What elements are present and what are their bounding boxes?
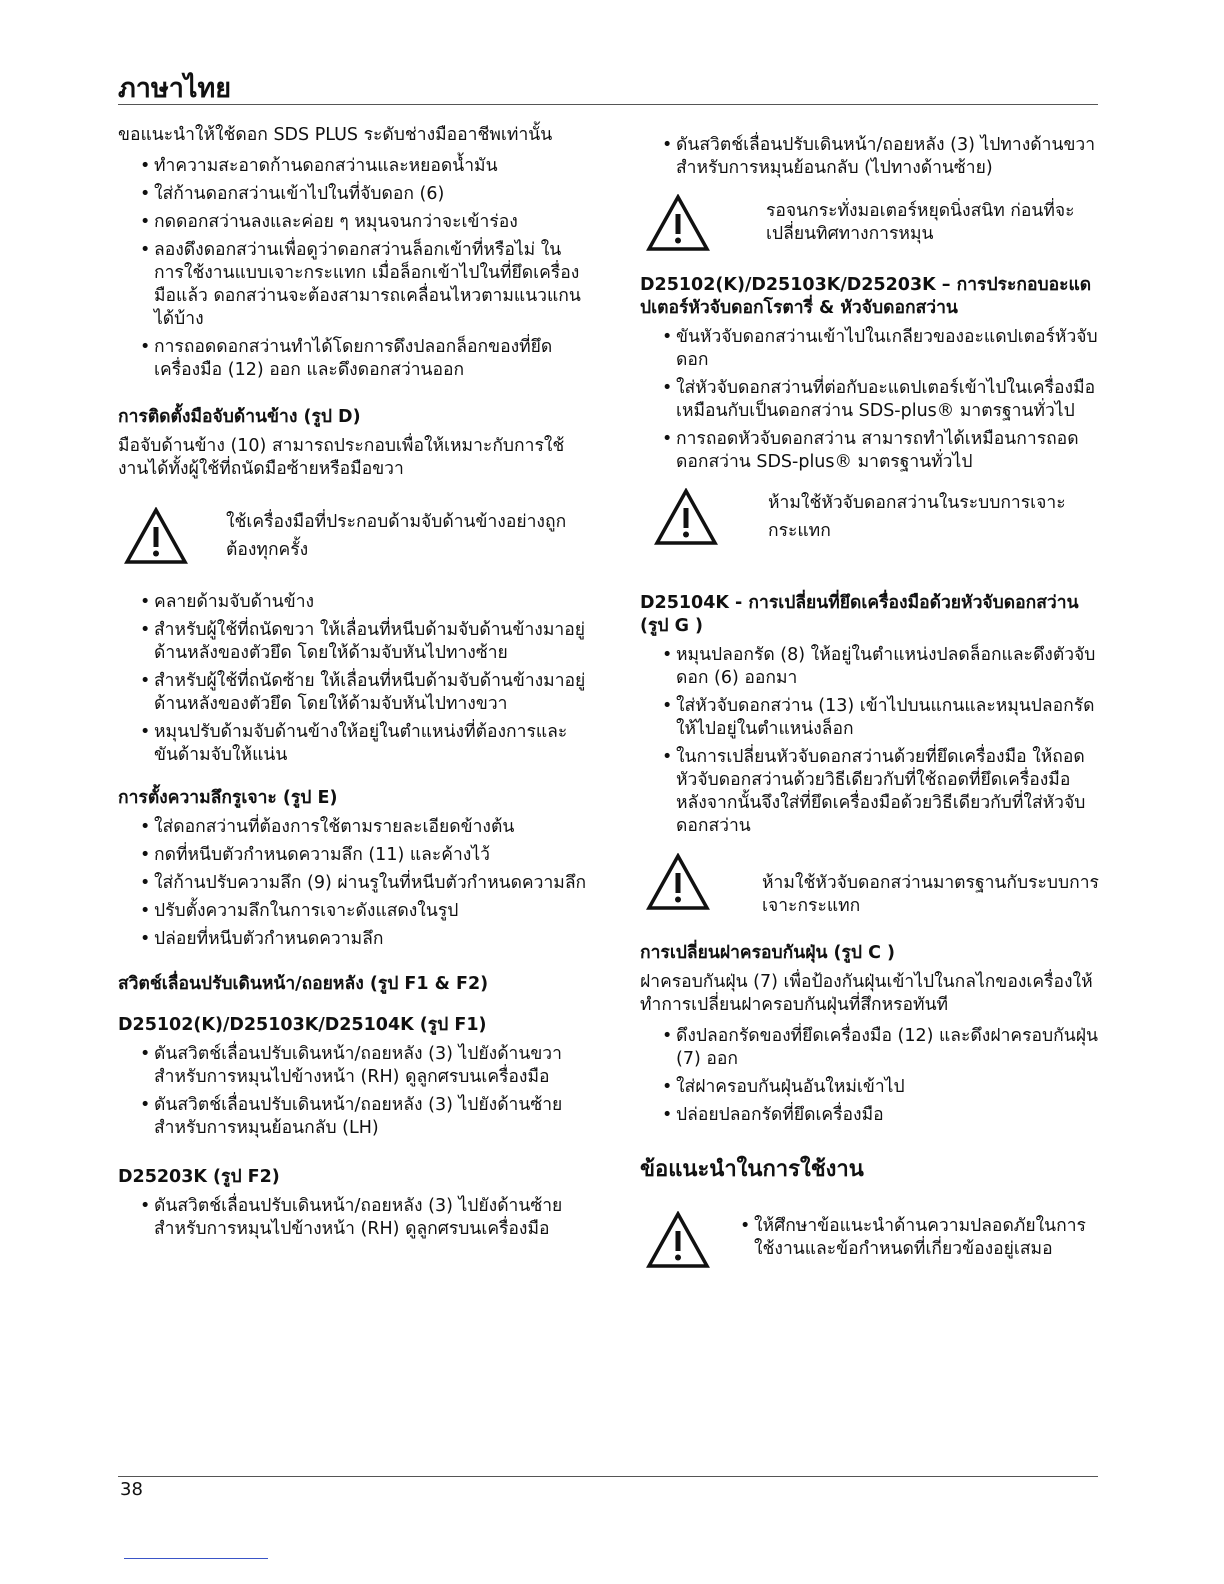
list-item-text: ดันสวิตช์เลื่อนปรับเดินหน้า/ถอยหลัง (3) ไปยังด้านซ้าย สำหรับการหมุนไปข้างหน้า (RH) ดูลูกศรบนเครื่องมือ bbox=[154, 1196, 563, 1239]
list-item bbox=[662, 695, 1100, 741]
bullet-icon: • bbox=[140, 901, 151, 921]
bullet-icon: • bbox=[662, 645, 673, 665]
list-item-text: ใส่ก้านดอกสว่านเข้าไปในที่จับดอก (6) bbox=[154, 184, 445, 204]
switch-f1-bullet-list bbox=[118, 1043, 588, 1140]
page-number: 38 bbox=[120, 1479, 143, 1500]
list-item-text: กดดอกสว่านลงและค่อย ๆ หมุนจนกว่าจะเข้าร่อง bbox=[154, 212, 518, 232]
list-item-text: ให้ศึกษาข้อแนะนำด้านความปลอดภัยในการใช้งานและข้อกำหนดที่เกี่ยวข้องอยู่เสมอ bbox=[754, 1215, 1086, 1259]
bullet-icon: • bbox=[140, 929, 151, 949]
list-item bbox=[140, 844, 588, 867]
bullet-icon: • bbox=[140, 620, 151, 640]
bullet-icon: • bbox=[140, 671, 151, 691]
list-item bbox=[140, 1043, 588, 1089]
bullet-icon: • bbox=[662, 1026, 673, 1046]
chuck-warning bbox=[646, 846, 1100, 918]
side-handle-heading: การติดตั้งมือจับด้านข้าง (รูป D) bbox=[118, 407, 361, 427]
list-item bbox=[662, 644, 1100, 690]
switch-f2-bullet-list bbox=[118, 1195, 588, 1241]
link-underline bbox=[124, 1558, 268, 1559]
list-item-text: ใส่หัวจับดอกสว่านที่ต่อกับอะแดปเตอร์เข้าไปในเครื่องมือเหมือนกับเป็นดอกสว่าน SDS-plus® มาตรฐานทั่วไป bbox=[676, 378, 1096, 421]
page-title: ภาษาไทย bbox=[118, 73, 232, 104]
left-column bbox=[118, 124, 588, 1246]
bullet-icon: • bbox=[140, 592, 151, 612]
list-item-text: สำหรับผู้ใช้ที่ถนัดขวา ให้เลื่อนที่หนีบด้ามจับด้านข้างมาอยู่ด้านหลังของตัวยึด โดยให้ด้ามจับหันไปทางซ้าย bbox=[154, 620, 585, 663]
warning-icon bbox=[646, 194, 710, 252]
intro-bullet-list bbox=[118, 155, 588, 382]
bullet-icon: • bbox=[140, 240, 151, 260]
list-item bbox=[140, 591, 588, 614]
dust-cover-heading: การเปลี่ยนฝาครอบกันฝุ่น (รูป C ) bbox=[640, 943, 896, 963]
list-item-text: ใส่หัวจับดอกสว่าน (13) เข้าไปบนแกนและหมุนปลอกรัดให้ไปอยู่ในตำแหน่งล็อก bbox=[676, 696, 1095, 739]
dust-cover-text: ฝาครอบกันฝุ่น (7) เพื่อป้องกันฝุ่นเข้าไปในกลไกของเครื่องให้ทำการเปลี่ยนฝาครอบกันฝุ่นที่สึกหรอทันที bbox=[640, 972, 1093, 1015]
switch-f2-heading: D25203K (รูป F2) bbox=[118, 1167, 280, 1187]
list-item bbox=[140, 619, 588, 665]
list-item-text: ปล่อยที่หนีบตัวกำหนดความลึก bbox=[154, 929, 384, 949]
list-item-text: ดึงปลอกรัดของที่ยึดเครื่องมือ (12) และดึงฝาครอบกันฝุ่น (7) ออก bbox=[676, 1026, 1098, 1069]
list-item-text: ปรับตั้งความลึกในการเจาะดังแสดงในรูป bbox=[154, 901, 459, 921]
warning-text: ห้ามใช้หัวจับดอกสว่านมาตรฐานกับระบบการเจาะกระแทก bbox=[762, 873, 1099, 916]
list-item-text: หมุนปลอกรัด (8) ให้อยู่ในตำแหน่งปลดล็อกและดึงตัวจับดอก (6) ออกมา bbox=[676, 645, 1096, 688]
list-item bbox=[662, 1025, 1100, 1071]
list-item bbox=[740, 1215, 1100, 1261]
bullet-icon: • bbox=[662, 378, 673, 398]
list-item bbox=[140, 721, 588, 767]
bullet-icon: • bbox=[140, 337, 151, 357]
bullet-icon: • bbox=[662, 429, 673, 449]
bullet-icon: • bbox=[140, 817, 151, 837]
list-item bbox=[662, 377, 1100, 423]
warning-icon bbox=[646, 1211, 710, 1269]
adapter-bullet-list bbox=[640, 326, 1100, 474]
side-handle-warning bbox=[124, 507, 588, 565]
bullet-icon: • bbox=[662, 1077, 673, 1097]
bullet-icon: • bbox=[140, 156, 151, 176]
warning-text: ใช้เครื่องมือที่ประกอบด้ามจับด้านข้างอย่างถูกต้องทุกครั้ง bbox=[226, 512, 567, 560]
list-item bbox=[140, 928, 588, 951]
right-column bbox=[640, 130, 1100, 1285]
list-item bbox=[662, 134, 1100, 180]
bullet-icon: • bbox=[140, 1095, 151, 1115]
depth-bullet-list bbox=[118, 816, 588, 951]
bullet-icon: • bbox=[140, 722, 151, 742]
list-item-text: ใส่ฝาครอบกันฝุ่นอันใหม่เข้าไป bbox=[676, 1077, 905, 1097]
list-item-text: สำหรับผู้ใช้ที่ถนัดซ้าย ให้เลื่อนที่หนีบด้ามจับด้านข้างมาอยู่ด้านหลังของตัวยึด โดยให้ด้ามจับหันไปทางขวา bbox=[154, 671, 586, 714]
list-item bbox=[662, 1104, 1100, 1127]
warning-icon bbox=[646, 853, 710, 911]
header-rule bbox=[118, 104, 1098, 105]
side-handle-text: มือจับด้านข้าง (10) สามารถประกอบเพื่อให้เหมาะกับการใช้งานได้ทั้งผู้ใช้ที่ถนัดมือซ้ายหรือมือขวา bbox=[118, 436, 565, 479]
switch-heading: สวิตช์เลื่อนปรับเดินหน้า/ถอยหลัง (รูป F1 & F2) bbox=[118, 974, 489, 994]
depth-heading: การตั้งความลึกรูเจาะ (รูป E) bbox=[118, 788, 338, 808]
bullet-icon: • bbox=[662, 1105, 673, 1125]
list-item-text: ดันสวิตช์เลื่อนปรับเดินหน้า/ถอยหลัง (3) ไปยังด้านขวา สำหรับการหมุนไปข้างหน้า (RH) ดูลูกศรบนเครื่องมือ bbox=[154, 1044, 562, 1087]
list-item bbox=[140, 239, 588, 331]
list-item bbox=[140, 183, 588, 206]
list-item bbox=[140, 1094, 588, 1140]
list-item-text: ในการเปลี่ยนหัวจับดอกสว่านด้วยที่ยึดเครื่องมือ ให้ถอดหัวจับดอกสว่านด้วยวิธีเดียวกับที่ใช้ถอดที่ยึดเครื่องมือ หลังจากนั้นจึงใส่ที่ยึดเครื่องมือด้วยวิธีเดียวกับที่ใส่หัวจับดอกสว่าน bbox=[676, 747, 1086, 836]
bullet-icon: • bbox=[662, 696, 673, 716]
bullet-icon: • bbox=[140, 1044, 151, 1064]
side-handle-bullet-list bbox=[118, 591, 588, 767]
list-item-text: ดันสวิตช์เลื่อนปรับเดินหน้า/ถอยหลัง (3) ไปทางด้านขวา สำหรับการหมุนย้อนกลับ (ไปทางด้านซ้าย) bbox=[676, 135, 1096, 178]
usage-warning bbox=[646, 1211, 1100, 1269]
intro-text: ขอแนะนำให้ใช้ดอก SDS PLUS ระดับช่างมืออาชีพเท่านั้น bbox=[118, 125, 553, 145]
list-item bbox=[140, 211, 588, 234]
warning-icon bbox=[654, 488, 718, 546]
bullet-icon: • bbox=[662, 327, 673, 347]
list-item bbox=[140, 155, 588, 178]
list-item bbox=[662, 428, 1100, 474]
list-item-text: การถอดดอกสว่านทำได้โดยการดึงปลอกล็อกของที่ยึดเครื่องมือ (12) ออก และดึงดอกสว่านออก bbox=[154, 337, 553, 380]
bullet-icon: • bbox=[662, 135, 673, 155]
bullet-icon: • bbox=[740, 1215, 751, 1236]
chuck-change-bullet-list bbox=[640, 644, 1100, 838]
list-item bbox=[140, 872, 588, 895]
list-item-text: ดันสวิตช์เลื่อนปรับเดินหน้า/ถอยหลัง (3) ไปยังด้านซ้าย สำหรับการหมุนย้อนกลับ (LH) bbox=[154, 1095, 563, 1138]
footer-rule bbox=[118, 1476, 1098, 1477]
chuck-change-heading: D25104K - การเปลี่ยนที่ยึดเครื่องมือด้วยหัวจับดอกสว่าน (รูป G ) bbox=[640, 593, 1079, 636]
motor-warning bbox=[646, 194, 1100, 252]
usage-heading: ข้อแนะนำในการใช้งาน bbox=[640, 1157, 864, 1182]
list-item-text: ใส่ดอกสว่านที่ต้องการใช้ตามรายละเอียดข้างต้น bbox=[154, 817, 515, 837]
list-item-text: หมุนปรับด้ามจับด้านข้างให้อยู่ในตำแหน่งที่ต้องการและขันด้ามจับให้แน่น bbox=[154, 722, 568, 765]
adapter-heading: D25102(K)/D25103K/D25203K – การประกอบอะแดปเตอร์หัวจับดอกโรตารี่ & หัวจับดอกสว่าน bbox=[640, 275, 1092, 318]
warning-text: ห้ามใช้หัวจับดอกสว่านในระบบการเจาะกระแทก bbox=[768, 493, 1066, 541]
list-item-text: ทำความสะอาดก้านดอกสว่านและหยอดน้ำมัน bbox=[154, 156, 498, 176]
list-item-text: ใส่ก้านปรับความลึก (9) ผ่านรูในที่หนีบตัวกำหนดความลึก bbox=[154, 873, 587, 893]
list-item-text: ปล่อยปลอกรัดที่ยึดเครื่องมือ bbox=[676, 1105, 884, 1125]
usage-bullet-list bbox=[710, 1215, 1100, 1261]
bullet-icon: • bbox=[140, 184, 151, 204]
switch-f1-heading: D25102(K)/D25103K/D25104K (รูป F1) bbox=[118, 1015, 487, 1035]
list-item-text: คลายด้ามจับด้านข้าง bbox=[154, 592, 315, 612]
list-item bbox=[140, 670, 588, 716]
bullet-icon: • bbox=[140, 873, 151, 893]
list-item-text: ลองดึงดอกสว่านเพื่อดูว่าดอกสว่านล็อกเข้าที่หรือไม่ ในการใช้งานแบบเจาะกระแทก เมื่อล็อกเข้าไปในที่ยึดเครื่องมือแล้ว ดอกสว่านจะต้องสามารถเคลื่อนไหวตามแนวแกนได้บ้าง bbox=[154, 240, 581, 329]
bullet-icon: • bbox=[662, 747, 673, 767]
warning-text: รอจนกระทั่งมอเตอร์หยุดนิ่งสนิท ก่อนที่จะเปลี่ยนทิศทางการหมุน bbox=[766, 201, 1075, 244]
list-item-text: ขันหัวจับดอกสว่านเข้าไปในเกลียวของอะแดปเตอร์หัวจับดอก bbox=[676, 327, 1098, 370]
list-item bbox=[662, 746, 1100, 838]
switch-continued-bullet-list bbox=[640, 134, 1100, 180]
bullet-icon: • bbox=[140, 1196, 151, 1216]
list-item bbox=[662, 1076, 1100, 1099]
list-item-text: การถอดหัวจับดอกสว่าน สามารถทำได้เหมือนการถอดดอกสว่าน SDS-plus® มาตรฐานทั่วไป bbox=[676, 429, 1079, 472]
list-item bbox=[140, 816, 588, 839]
warning-icon bbox=[124, 507, 188, 565]
bullet-icon: • bbox=[140, 212, 151, 232]
list-item bbox=[140, 336, 588, 382]
list-item bbox=[140, 1195, 588, 1241]
list-item bbox=[662, 326, 1100, 372]
dust-cover-bullet-list bbox=[640, 1025, 1100, 1127]
bullet-icon: • bbox=[140, 845, 151, 865]
list-item-text: กดที่หนีบตัวกำหนดความลึก (11) และค้างไว้ bbox=[154, 845, 490, 865]
adapter-warning bbox=[654, 488, 1100, 546]
list-item bbox=[140, 900, 588, 923]
